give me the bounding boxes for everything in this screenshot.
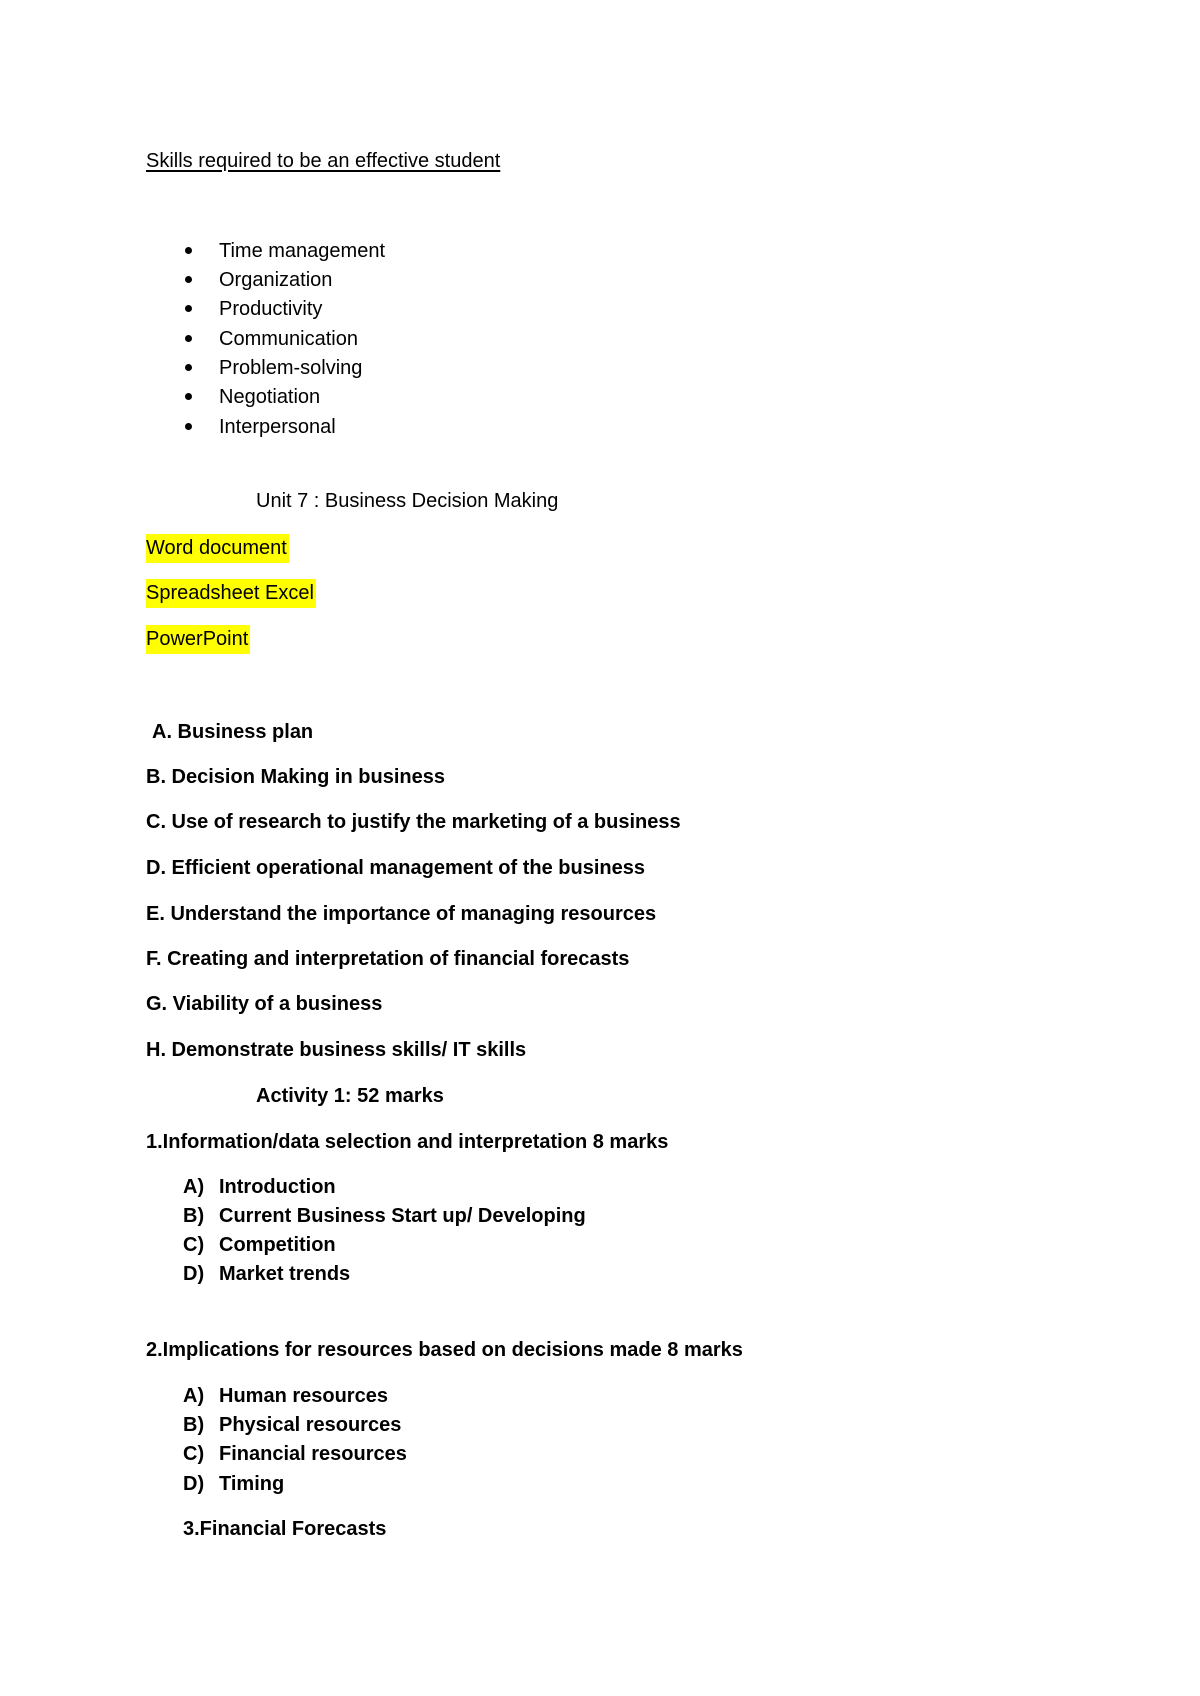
item-label: D) (183, 1263, 205, 1285)
item-label: D) (183, 1473, 205, 1495)
bullet-icon (185, 423, 192, 430)
skill-label: Communication (219, 328, 358, 350)
item-text: Current Business Start up/ Developing (219, 1205, 586, 1227)
task-1-title: 1.Information/data selection and interpretation 8 marks (146, 1131, 669, 1153)
item-text: Introduction (219, 1176, 336, 1198)
highlight-text: PowerPoint (146, 625, 250, 654)
item-text: Competition (219, 1234, 336, 1256)
section-item: A. Business plan (152, 721, 314, 743)
item-text: Human resources (219, 1385, 388, 1407)
item-label: A) (183, 1176, 205, 1198)
highlight-text: Word document (146, 534, 289, 563)
section-item: E. Understand the importance of managing resources (146, 903, 657, 925)
skill-label: Problem-solving (219, 357, 363, 379)
item-text: Financial resources (219, 1443, 407, 1465)
highlight-text: Spreadsheet Excel (146, 579, 316, 608)
skill-label: Interpersonal (219, 416, 336, 438)
bullet-icon (185, 364, 192, 371)
section-item: H. Demonstrate business skills/ IT skills (146, 1039, 527, 1061)
skills-heading: Skills required to be an effective student (146, 150, 501, 172)
section-item: B. Decision Making in business (146, 766, 445, 788)
skill-label: Time management (219, 240, 385, 262)
section-item: D. Efficient operational management of the business (146, 857, 645, 879)
section-item: G. Viability of a business (146, 993, 383, 1015)
unit-title: Unit 7 : Business Decision Making (256, 490, 559, 512)
item-label: B) (183, 1414, 205, 1436)
item-label: C) (183, 1234, 205, 1256)
bullet-icon (185, 247, 192, 254)
activity-title: Activity 1: 52 marks (256, 1085, 444, 1107)
item-label: C) (183, 1443, 205, 1465)
highlighted-item (146, 583, 316, 603)
item-label: A) (183, 1385, 205, 1407)
skill-label: Organization (219, 269, 333, 291)
item-text: Market trends (219, 1263, 351, 1285)
item-text: Timing (219, 1473, 285, 1495)
task-2-title: 2.Implications for resources based on decisions made 8 marks (146, 1339, 743, 1361)
bullet-icon (185, 305, 192, 312)
highlighted-item (146, 629, 250, 649)
bullet-icon (185, 276, 192, 283)
skill-label: Negotiation (219, 386, 321, 408)
bullet-icon (185, 393, 192, 400)
section-item: F. Creating and interpretation of financial forecasts (146, 948, 630, 970)
task-3-title: 3.Financial Forecasts (183, 1518, 387, 1540)
item-label: B) (183, 1205, 205, 1227)
item-text: Physical resources (219, 1414, 402, 1436)
skill-label: Productivity (219, 298, 323, 320)
bullet-icon (185, 335, 192, 342)
section-item: C. Use of research to justify the marketing of a business (146, 811, 681, 833)
highlighted-item (146, 538, 289, 558)
